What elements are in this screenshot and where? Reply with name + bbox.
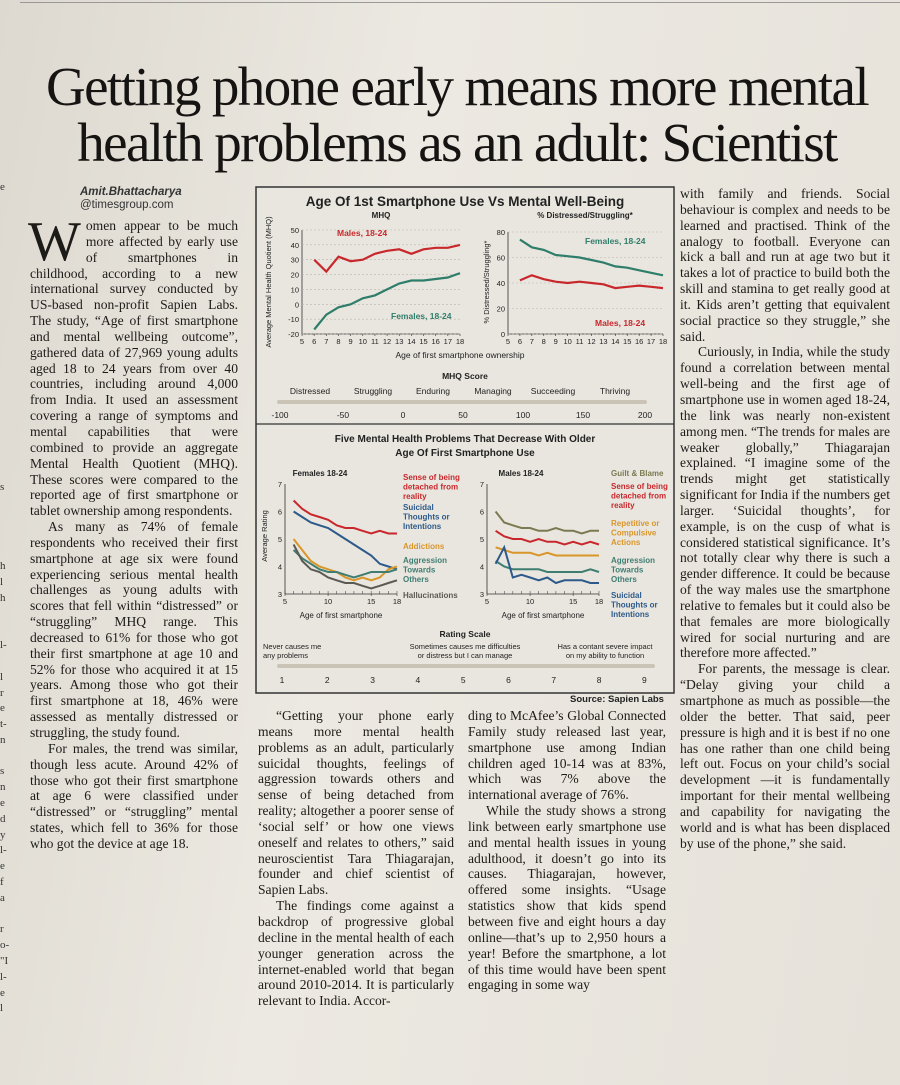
x-tick-label: 14 xyxy=(611,337,620,346)
top-rule xyxy=(20,2,900,3)
x-tick-label: 15 xyxy=(623,337,632,346)
edge-letter xyxy=(0,354,14,370)
chart4-legend-label: Actions xyxy=(611,538,641,547)
article-column-1 xyxy=(28,211,238,852)
chart4-legend-label: detached from xyxy=(611,491,667,501)
mhq-scale-tick: 200 xyxy=(637,410,653,420)
mhq-scale-title: MHQ Score xyxy=(442,371,488,381)
byline xyxy=(80,186,182,212)
x-tick-label: 15 xyxy=(366,597,376,606)
y-tick-label: 7 xyxy=(479,480,484,489)
y-tick-label: 40 xyxy=(496,279,505,288)
edge-letter xyxy=(0,275,14,291)
edge-letter xyxy=(0,306,14,322)
rating-scale-tick: 1 xyxy=(279,675,285,685)
x-tick-label: 14 xyxy=(407,337,416,346)
edge-letter xyxy=(0,322,14,338)
y-tick-label: 20 xyxy=(290,270,299,280)
chart1-legend-males: Males, 18-24 xyxy=(337,228,388,238)
chart4-legend-label: Suicidal xyxy=(611,591,642,600)
infographic xyxy=(255,186,675,694)
chart4-legend-label: Others xyxy=(611,575,637,584)
edge-letter xyxy=(0,385,14,401)
edge-letter: s xyxy=(0,765,5,778)
edge-letter: l- xyxy=(0,844,7,857)
drop-cap: W xyxy=(28,211,81,273)
edge-letter: e xyxy=(0,797,5,810)
edge-letter: n xyxy=(0,781,6,794)
rating-scale-tick: 2 xyxy=(324,675,330,685)
mhq-scale-label: Enduring xyxy=(415,386,451,396)
edge-letter xyxy=(0,291,14,307)
edge-letter: e xyxy=(0,860,5,873)
mhq-scale-tick: 0 xyxy=(400,410,406,420)
edge-letter xyxy=(0,622,14,638)
edge-letter: l xyxy=(0,670,4,683)
article-column-4 xyxy=(680,186,890,851)
x-tick-label: 5 xyxy=(282,597,288,606)
edge-letter: h xyxy=(0,560,6,573)
headline-line-1: Getting phone early means more mental xyxy=(45,55,869,117)
chart3-legend-label: Aggression xyxy=(403,556,448,565)
edge-letter xyxy=(0,338,14,354)
edge-letter: e xyxy=(0,181,5,193)
edge-letter xyxy=(0,654,14,670)
rating-scale-tick: 4 xyxy=(415,675,421,685)
paragraph: The findings come against a backdrop of progressive global decline in the mental health of each younger generation across the internet-enabled world that began around 2010-2014. It is particularly relevant to India. Accor- xyxy=(258,898,454,1009)
y-tick-label: 40 xyxy=(290,240,299,250)
x-tick-label: 10 xyxy=(323,597,333,606)
x-tick-label: 15 xyxy=(419,337,428,346)
chart4-legend-label: Repetitive or xyxy=(611,519,660,528)
x-tick-label: 18 xyxy=(594,597,604,606)
y-tick-label: 30 xyxy=(290,255,299,265)
chart4-legend-label: Intentions xyxy=(611,610,650,619)
edge-letter: a xyxy=(0,891,5,904)
y-tick-label: 0 xyxy=(294,300,299,310)
chart4-legend-label: reality xyxy=(611,501,635,510)
mhq-scale-tick: 100 xyxy=(515,410,531,420)
chart2-legend-males: Males, 18-24 xyxy=(595,318,646,328)
edge-letter xyxy=(0,907,14,923)
x-tick-label: 9 xyxy=(553,337,558,346)
edge-letter xyxy=(0,433,14,449)
mhq-scale-label: Succeeding xyxy=(530,386,576,396)
rating-scale-tick: 7 xyxy=(551,675,557,685)
edge-letter xyxy=(0,401,14,417)
edge-letter: n xyxy=(0,733,6,746)
edge-letter: l xyxy=(0,1002,4,1015)
edge-letter xyxy=(0,607,14,623)
edge-letter: o- xyxy=(0,939,10,952)
chart3-legend-label: Others xyxy=(403,575,429,584)
chart4-legend-label: Compulsive xyxy=(611,528,657,538)
edge-letter xyxy=(0,243,14,259)
y-tick-label: 5 xyxy=(277,535,282,544)
chart3-legend-label: Hallucinations xyxy=(403,591,458,600)
y-tick-label: 60 xyxy=(496,253,505,263)
chart4-legend-label: Thoughts or xyxy=(611,600,658,610)
x-tick-label: 10 xyxy=(358,337,367,346)
x-tick-label: 18 xyxy=(455,337,465,346)
paragraph: While the study shows a strong link between early smartphone use and mental health issues in young adulthood, it doesn’t go into its causes. Thiagarajan, however, offered some insights. “Usage statistics show that kids spend between five and eight hours a day online—that’s up to 2,950 hours a year! Before the smartphone, a lot of this time would have been spent engaging in some way xyxy=(468,803,666,993)
edge-letter xyxy=(0,417,14,433)
y-tick-label: 5 xyxy=(479,535,484,544)
x-tick-label: 16 xyxy=(634,337,644,346)
chart3-xlabel: Age of first smartphone xyxy=(299,611,383,620)
chart4-legend-label: Sense of being xyxy=(611,482,668,491)
x-tick-label: 10 xyxy=(563,337,572,346)
rating-right-line2: on my ability to function xyxy=(565,651,645,660)
x-tick-label: 17 xyxy=(646,337,656,346)
y-tick-label: 10 xyxy=(290,285,299,295)
chart3-legend-label: Sense of being xyxy=(403,473,460,482)
mhq-scale-tick: 50 xyxy=(458,410,468,420)
rating-scale-tick: 9 xyxy=(642,675,647,685)
edge-letter: s xyxy=(0,481,5,494)
x-tick-label: 17 xyxy=(443,337,453,346)
byline-author: Amit.Bhattacharya xyxy=(80,186,182,198)
x-tick-label: 6 xyxy=(517,337,523,346)
x-tick-label: 6 xyxy=(312,337,317,346)
paragraph: with family and friends. Social behaviour is complex and needs to be learned and practised. Think of the analogy to football. Everyone can kick a ball and run at age two but it takes a lot of practice to build both the skill and stamina to get really good at it. Kids aren’t getting that equivalent social practice so they struggle,” she said. xyxy=(680,186,890,344)
chart3-ylabel: Average Rating xyxy=(260,510,269,562)
rating-scale-bar xyxy=(277,664,655,668)
edge-letter: t- xyxy=(0,718,7,731)
chart1-legend-females: Females, 18-24 xyxy=(391,311,452,321)
edge-letter: y xyxy=(0,828,6,841)
section2-title-line2: Age Of First Smartphone Use xyxy=(395,448,535,459)
infographic-svg xyxy=(255,186,675,694)
y-tick-label: -20 xyxy=(288,330,299,339)
y-tick-label: 6 xyxy=(479,507,484,517)
mhq-scale-tick: 150 xyxy=(575,410,591,420)
rating-scale-title: Rating Scale xyxy=(439,629,491,639)
section2-title-line1: Five Mental Health Problems That Decrease With Older xyxy=(334,434,596,445)
chart1-title: MHQ xyxy=(371,211,391,220)
chart4-xlabel: Age of first smartphone xyxy=(501,611,585,620)
paragraph: ding to McAfee’s Global Connected Family study released last year, smartphone use among Indian children aged 10-14 was at 83%, which was 7% above the international average of 76%. xyxy=(468,708,666,803)
paragraph: As many as 74% of female respondents who received their first smartphone at age six were found experiencing serious mental health challenges as young adults with scores that fell within “distressed” or “struggling” MHQ range. This decreased to 61% for those who got their first smartphone at age 10 and 52% for those who acquired it at 15 years. Among those who got their first smartphone at 18, 46% were assessed as mentally distressed or struggling, the study found. xyxy=(30,519,238,740)
chart3-legend-label: Towards xyxy=(403,565,436,575)
x-tick-label: 16 xyxy=(431,337,440,346)
chart4-legend-label: Guilt & Blame xyxy=(611,469,664,478)
x-tick-label: 13 xyxy=(395,337,404,346)
headline xyxy=(22,55,892,173)
chart3-legend-label: Suicidal xyxy=(403,503,434,512)
edge-letter xyxy=(0,528,14,544)
chart4-legend-label: Aggression xyxy=(611,556,656,565)
chart1-ylabel: Average Mental Health Quotient (MHQ) xyxy=(264,216,273,348)
x-tick-label: 9 xyxy=(348,337,353,346)
edge-letter: d xyxy=(0,812,6,825)
x-tick-label: 11 xyxy=(371,337,379,346)
edge-letter: f xyxy=(0,876,4,889)
paragraph: “Getting your phone early means more mental health problems as an adult, particularly suicidal thoughts, feelings of aggression towards others and sense of being detached from reality; altogether a poorer sense of ‘social self’ or how one views oneself and relates to others,” said neuroscientist Tara Thiagarajan, founder and chief scientist of Sapien Labs. xyxy=(258,708,454,898)
x-tick-label: 11 xyxy=(575,337,584,346)
x-tick-label: 8 xyxy=(336,337,341,346)
mhq-scale-label: Struggling xyxy=(353,386,393,396)
edge-letter: r xyxy=(0,923,4,936)
chart3-legend-label: Addictions xyxy=(403,542,445,551)
edge-letter: r xyxy=(0,686,4,699)
chart3-legend-label: detached from xyxy=(403,482,459,492)
chart3-legend-label: reality xyxy=(403,492,427,501)
adjacent-column-fragment xyxy=(0,180,14,1085)
chart1-xlabel: Age of first smartphone ownership xyxy=(395,350,525,360)
edge-letter: e xyxy=(0,986,5,999)
edge-letter xyxy=(0,370,14,386)
mhq-scale-label: Distressed xyxy=(289,386,331,396)
y-tick-label: 6 xyxy=(277,507,282,517)
rating-left-line1: Never causes me xyxy=(263,642,322,651)
rating-scale-tick: 6 xyxy=(506,675,511,685)
rating-scale-tick: 3 xyxy=(370,675,375,685)
article-column-3 xyxy=(468,708,666,993)
mhq-scale-label: Managing xyxy=(474,386,512,396)
edge-letter xyxy=(0,496,14,512)
chart4-legend-label: Towards xyxy=(611,565,644,575)
figure-title: Age Of 1st Smartphone Use Vs Mental Well-Being xyxy=(305,194,625,209)
y-tick-label: 4 xyxy=(277,562,282,572)
edge-letter xyxy=(0,227,14,243)
chart2-legend-females: Females, 18-24 xyxy=(585,236,646,246)
edge-letter xyxy=(0,543,14,559)
x-tick-label: 7 xyxy=(529,337,534,346)
x-tick-label: 5 xyxy=(299,337,305,346)
edge-letter xyxy=(0,512,14,528)
chart3-title: Females 18-24 xyxy=(292,469,348,478)
x-tick-label: 18 xyxy=(392,597,402,606)
y-tick-label: 3 xyxy=(479,590,484,599)
chart3-legend-label: Thoughts or xyxy=(403,512,450,522)
rating-right-line1: Has a contant severe impact xyxy=(557,642,653,651)
x-tick-label: 18 xyxy=(658,337,668,346)
edge-letter: l xyxy=(0,575,4,588)
rating-mid-line1: Sometimes causes me difficulties xyxy=(409,642,521,651)
x-tick-label: 5 xyxy=(505,337,511,346)
mhq-scale-tick: -100 xyxy=(271,410,289,420)
edge-letter xyxy=(0,259,14,275)
paragraph: For males, the trend was similar, though less acute. Around 42% of those who got their first smartphone at age 6 were classified under “distressed” or “struggling” mental states, which fell to 36% for those who got the device at age 18. xyxy=(30,740,238,851)
x-tick-label: 13 xyxy=(599,337,608,346)
edge-letter xyxy=(0,196,14,212)
x-tick-label: 5 xyxy=(484,597,490,606)
rating-scale-tick: 5 xyxy=(460,675,466,685)
edge-letter xyxy=(0,464,14,480)
x-tick-label: 15 xyxy=(568,597,578,606)
paragraph: Curiously, in India, while the study found a correlation between mental well-being and the first age of smartphone use in women aged 18-24, the link was nearly non-existent among men. “The trends for males are weaker globally,” Thiagarajan explained. “I imagine some of the trends might get statistically significant for India if the numbers get larger. ‘Suicidal thoughts’, for example, is on the cusp of what is considered statistical significance. It’s not totally clear why there is such a gender difference. It could be because of the way males use the smartphone relative to females but it could also be that females are more biologically wired for social nurturing and are therefore more affected.” xyxy=(680,344,890,661)
chart4-title: Males 18-24 xyxy=(498,469,544,478)
chart2-title: % Distressed/Struggling* xyxy=(537,211,633,220)
rating-scale-tick: 8 xyxy=(596,675,602,685)
chart3-legend-label: Intentions xyxy=(403,522,442,531)
headline-line-2: health problems as an adult: Scientist xyxy=(77,111,837,173)
y-tick-label: 3 xyxy=(277,590,282,599)
x-tick-label: 10 xyxy=(525,597,535,606)
edge-letter xyxy=(0,449,14,465)
rating-mid-line2: or distress but I can manage xyxy=(417,651,513,660)
y-tick-label: 50 xyxy=(290,226,299,235)
x-tick-label: 8 xyxy=(541,337,546,346)
edge-letter xyxy=(0,212,14,228)
mhq-scale-label: Thriving xyxy=(599,386,631,396)
chart2-ylabel: % Distressed/Struggling* xyxy=(482,240,491,324)
edge-letter: l- xyxy=(0,639,7,652)
y-tick-label: 7 xyxy=(277,480,282,489)
y-tick-label: 4 xyxy=(479,562,484,572)
edge-letter: h xyxy=(0,591,6,604)
y-tick-label: 0 xyxy=(500,330,505,339)
x-tick-label: 12 xyxy=(587,337,596,346)
edge-letter: "I xyxy=(0,955,9,968)
figure-source: Source: Sapien Labs xyxy=(570,694,664,705)
edge-letter xyxy=(0,749,14,765)
x-tick-label: 12 xyxy=(382,337,392,346)
edge-letter: e xyxy=(0,702,5,715)
y-tick-label: 20 xyxy=(496,304,505,314)
rating-left-line2: any problems xyxy=(263,651,309,660)
byline-email: @timesgroup.com xyxy=(80,199,174,211)
paragraph: Women appear to be much more affected by early use of smartphones in childhood, according to a new international survey conducted by US-based non-profit Sapien Labs. The study, “Age of first smartphone and mental wellbeing outcome”, gathered data of 27,969 young adults aged 18 to 24 years from over 40 countries, including around 4,000 from India. It used an assessment covering a range of symptoms and mental capabilities that were combined to provide an aggregate Mental Health Quotient (MHQ). These scores were compared to the reported age of first smartphone or tablet ownership among respondents. xyxy=(28,211,238,519)
article-column-2 xyxy=(258,708,454,1009)
y-tick-label: 80 xyxy=(496,228,505,237)
mhq-scale-tick: -50 xyxy=(336,410,350,420)
mhq-scale-bar xyxy=(277,400,647,404)
y-tick-label: -10 xyxy=(288,315,299,325)
edge-letter: l- xyxy=(0,970,7,983)
x-tick-label: 7 xyxy=(324,337,329,346)
paragraph: For parents, the message is clear. “Delay giving your child a smartphone as much as possible—the older the better. That said, peer pressure is high and it is best if no one has one rather than one child being left out. Focus on your child’s social development —it is fundamentally important for their mental wellbeing and capability for navigating the world and is what has been displaced by use of the phone,” she said. xyxy=(680,661,890,851)
